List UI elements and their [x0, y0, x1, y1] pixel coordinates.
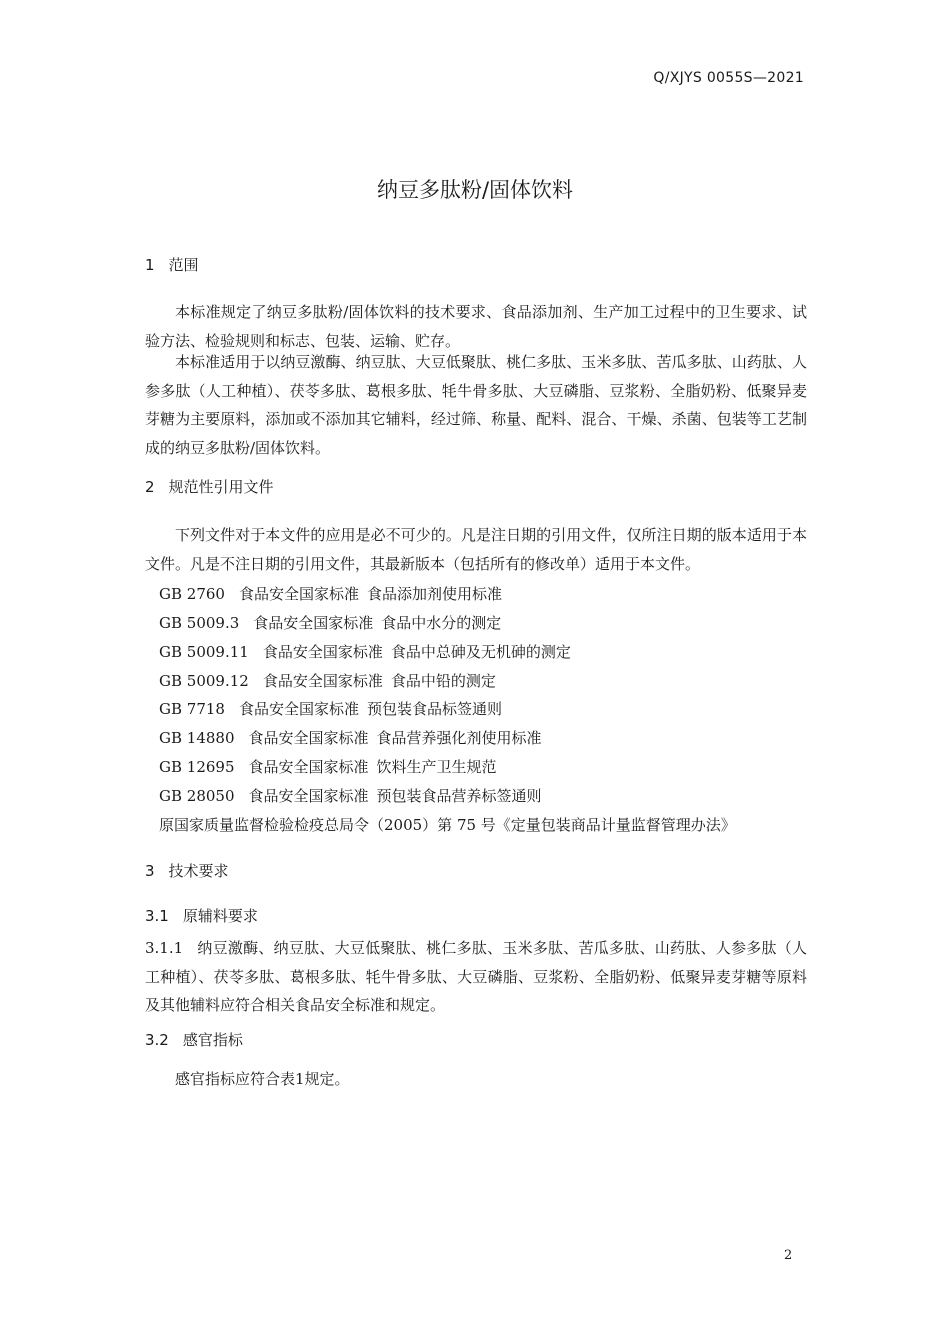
reference-category: 食品安全国家标准	[248, 787, 369, 805]
reference-category: 食品安全国家标准	[262, 672, 383, 690]
section-2-number: 2	[145, 478, 155, 496]
reference-category: 食品安全国家标准	[248, 758, 369, 776]
reference-code: GB 5009.11	[159, 643, 249, 661]
reference-title: 预包装食品标签通则	[366, 700, 502, 718]
reference-code: GB 7718	[159, 700, 225, 718]
section-3-2-title: 感官指标	[182, 1031, 243, 1049]
section-1-paragraph-1: 本标准规定了纳豆多肽粉/固体饮料的技术要求、食品添加剂、生产加工过程中的卫生要求、试验方法、检验规则和标志、包装、运输、贮存。	[145, 303, 807, 350]
reference-category: 食品安全国家标准	[253, 614, 374, 632]
reference-title: 食品中水分的测定	[381, 614, 502, 632]
section-1-title: 范围	[168, 256, 199, 274]
section-3-1-title: 原辅料要求	[182, 907, 258, 925]
clause-3-1-1-text: 纳豆激酶、纳豆肽、大豆低聚肽、桃仁多肽、玉米多肽、苦瓜多肽、山药肽、人参多肽（人工种植）、茯苓多肽、葛根多肽、牦牛骨多肽、大豆磷脂、豆浆粉、全脂奶粉、低聚异麦芽糖等原料及其他辅料应符合相关食品安全标准和规定。	[145, 939, 807, 1014]
reference-item-decree: 原国家质量监督检验检疫总局令（2005）第 75 号《定量包装商品计量监督管理办法》	[159, 816, 736, 834]
section-3-2-text: 感官指标应符合表1规定。	[175, 1070, 350, 1088]
section-1-paragraph-2: 本标准适用于以纳豆激酶、纳豆肽、大豆低聚肽、桃仁多肽、玉米多肽、苦瓜多肽、山药肽、人参多肽（人工种植）、茯苓多肽、葛根多肽、牦牛骨多肽、大豆磷脂、豆浆粉、全脂奶粉、低聚异麦芽糖为主要原料，添加或不添加其它辅料，经过筛、称量、配料、混合、干燥、杀菌、包装等工艺制成的纳豆多肽粉/固体饮料。	[145, 353, 807, 457]
reference-category: 食品安全国家标准	[238, 585, 359, 603]
reference-code: GB 14880	[159, 729, 235, 747]
reference-title: 食品中总砷及无机砷的测定	[390, 643, 571, 661]
reference-code: GB 28050	[159, 787, 235, 805]
section-2-heading	[145, 476, 274, 497]
reference-item	[159, 727, 542, 748]
reference-code: GB 2760	[159, 585, 225, 603]
clause-3-1-1-number: 3.1.1	[145, 939, 184, 957]
reference-title: 食品营养强化剂使用标准	[376, 729, 542, 747]
reference-title: 预包装食品营养标签通则	[376, 787, 542, 805]
page-number: 2	[784, 1248, 793, 1263]
reference-item	[159, 670, 496, 691]
section-3-title: 技术要求	[168, 862, 229, 880]
section-2-paragraph: 下列文件对于本文件的应用是必不可少的。凡是注日期的引用文件，仅所注日期的版本适用于本文件。凡是不注日期的引用文件，其最新版本（包括所有的修改单）适用于本文件。	[145, 526, 807, 573]
reference-code: GB 5009.12	[159, 672, 249, 690]
reference-code: GB 12695	[159, 758, 235, 776]
reference-category: 食品安全国家标准	[238, 700, 359, 718]
reference-code: GB 5009.3	[159, 614, 240, 632]
section-3-2-number: 3.2	[145, 1031, 169, 1049]
clause-3-1-1	[145, 934, 807, 1020]
standard-code: Q/XJYS 0055S—2021	[653, 70, 804, 86]
reference-title: 食品添加剂使用标准	[366, 585, 502, 603]
section-3-1-number: 3.1	[145, 907, 169, 925]
reference-item	[159, 756, 497, 777]
reference-item	[159, 641, 571, 662]
reference-category: 食品安全国家标准	[248, 729, 369, 747]
reference-item	[159, 612, 501, 633]
reference-category: 食品安全国家标准	[262, 643, 383, 661]
reference-title: 饮料生产卫生规范	[376, 758, 497, 776]
section-3-2-heading	[145, 1029, 243, 1050]
document-title: 纳豆多肽粉/固体饮料	[376, 178, 574, 202]
section-3-number: 3	[145, 862, 155, 880]
section-3-1-heading	[145, 905, 258, 926]
reference-title: 食品中铅的测定	[390, 672, 496, 690]
section-3-heading	[145, 860, 229, 881]
section-1-number: 1	[145, 256, 155, 274]
reference-item	[159, 583, 502, 604]
section-1-heading	[145, 254, 199, 275]
reference-item	[159, 785, 542, 806]
reference-item	[159, 698, 502, 719]
section-2-title: 规范性引用文件	[168, 478, 274, 496]
